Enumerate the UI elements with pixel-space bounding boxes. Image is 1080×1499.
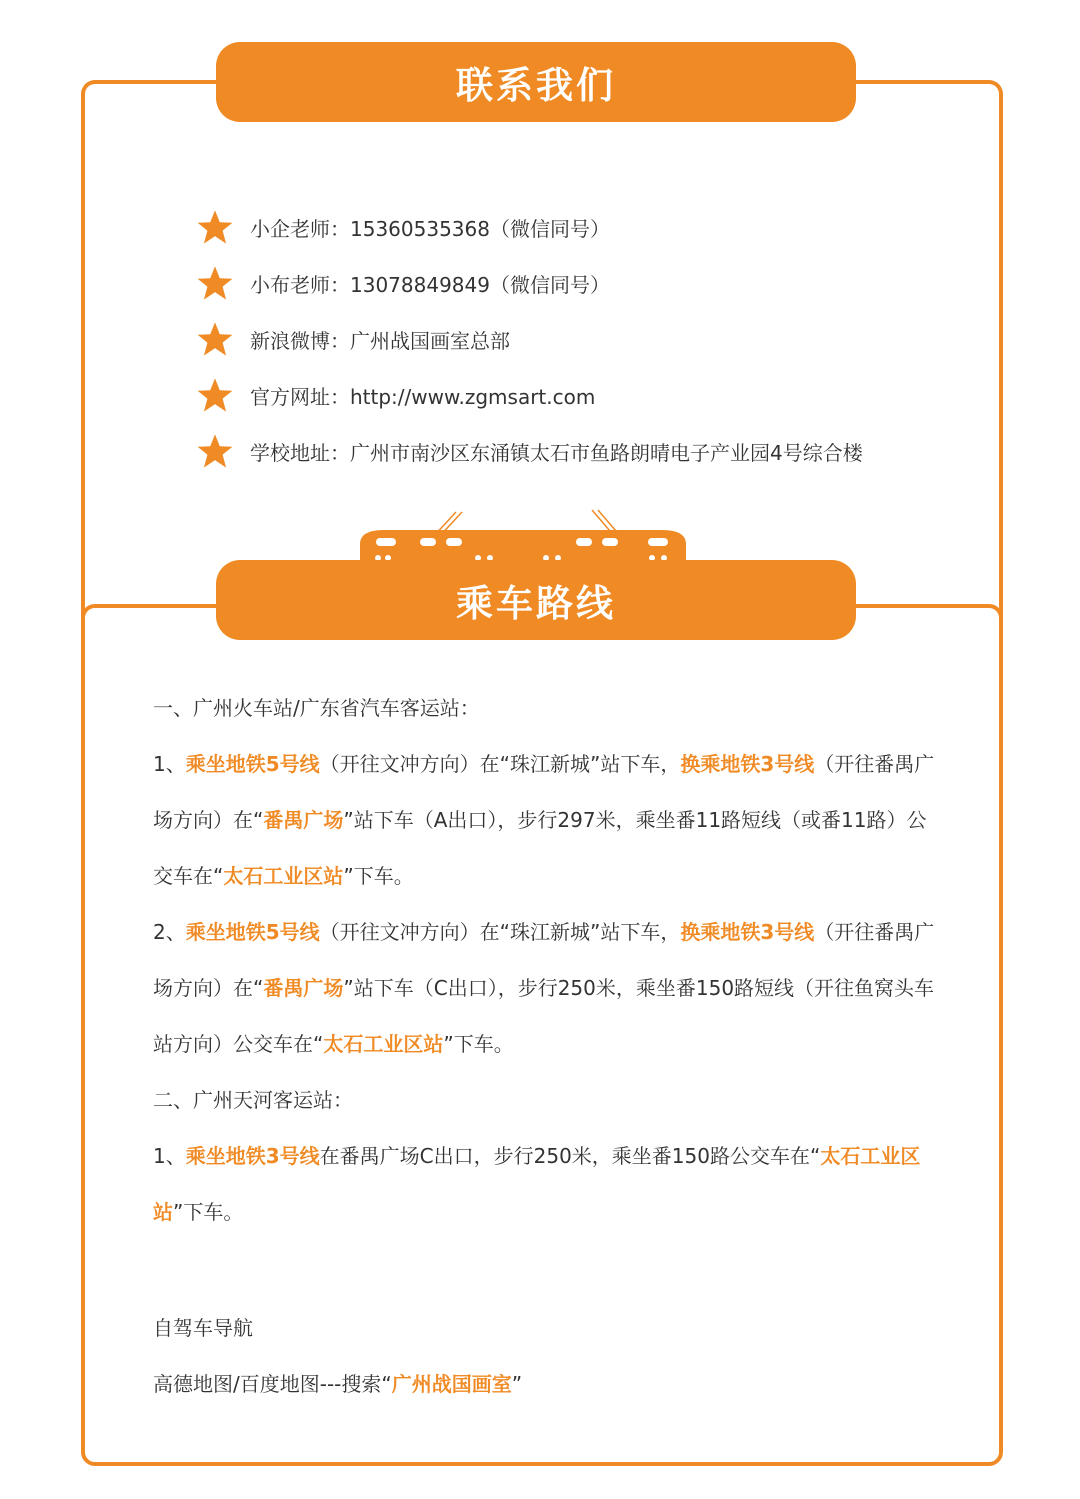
route-text-part: （开往文冲方向）在“珠江新城”站下车， bbox=[319, 752, 681, 776]
highlight-text: 换乘地铁3号线 bbox=[680, 920, 815, 944]
route-text-part: 一、广州火车站/广东省汽车客运站： bbox=[153, 696, 480, 720]
highlight-text: 太石工业区站 bbox=[223, 864, 344, 888]
contact-item bbox=[196, 432, 863, 470]
star-icon bbox=[196, 376, 234, 414]
contact-item bbox=[196, 376, 595, 414]
contact-label: 小布老师：13078849849（微信同号） bbox=[250, 272, 610, 297]
star-icon bbox=[196, 432, 234, 470]
route-text-part: 2、 bbox=[153, 920, 186, 944]
route-text-part: ”下车。 bbox=[343, 864, 414, 888]
route-paragraph bbox=[153, 680, 943, 736]
contact-title-text: 联系我们 bbox=[456, 64, 616, 107]
highlight-text: 乘坐地铁5号线 bbox=[185, 920, 320, 944]
contact-section-title bbox=[216, 42, 856, 122]
route-paragraph bbox=[153, 1128, 943, 1240]
highlight-text: 太石工业区站 bbox=[323, 1032, 444, 1056]
route-text-part: ”下车。 bbox=[443, 1032, 514, 1056]
route-paragraph bbox=[153, 904, 943, 1072]
highlight-text: 太石工业区站 bbox=[153, 1144, 921, 1224]
highlight-text: 番禺广场 bbox=[263, 976, 344, 1000]
star-icon bbox=[196, 208, 234, 246]
route-title-text: 乘车路线 bbox=[456, 582, 616, 625]
highlight-text: 广州战国画室 bbox=[391, 1372, 512, 1396]
route-text bbox=[153, 680, 943, 1240]
star-icon bbox=[196, 264, 234, 302]
contact-label: 小企老师：15360535368（微信同号） bbox=[250, 216, 610, 241]
route-text-part: （开往番禺广场方向）在“ bbox=[153, 752, 935, 832]
self-drive-title: 自驾车导航 bbox=[153, 1316, 253, 1340]
highlight-text: 乘坐地铁3号线 bbox=[185, 1144, 320, 1168]
route-section-title bbox=[216, 560, 856, 640]
star-icon bbox=[196, 320, 234, 358]
contact-item bbox=[196, 320, 510, 358]
contact-item bbox=[196, 264, 610, 302]
route-text-part: 高德地图/百度地图---搜索“ bbox=[153, 1372, 392, 1396]
route-text-part: 二、广州天河客运站： bbox=[153, 1088, 353, 1112]
route-text-part: ”下车。 bbox=[173, 1200, 244, 1224]
route-text-part: （开往番禺广场方向）在“ bbox=[153, 920, 935, 1000]
route-text-part: 1、 bbox=[153, 1144, 186, 1168]
route-text-part: ” bbox=[511, 1372, 523, 1396]
contact-label: 学校地址：广州市南沙区东涌镇太石市鱼路朗晴电子产业园4号综合楼 bbox=[250, 440, 863, 465]
route-text-part: 在番禺广场C出口，步行250米，乘坐番150路公交车在“ bbox=[319, 1144, 821, 1168]
contact-item bbox=[196, 208, 610, 246]
self-drive-line bbox=[153, 1356, 943, 1412]
highlight-text: 换乘地铁3号线 bbox=[680, 752, 815, 776]
route-paragraph bbox=[153, 1072, 943, 1128]
self-drive-block bbox=[153, 1300, 943, 1412]
train-icon bbox=[360, 508, 686, 564]
contact-label: 官方网址：http://www.zgmsart.com bbox=[250, 384, 596, 409]
route-paragraph bbox=[153, 736, 943, 904]
route-text-part: （开往文冲方向）在“珠江新城”站下车， bbox=[319, 920, 681, 944]
highlight-text: 乘坐地铁5号线 bbox=[185, 752, 320, 776]
route-text-part: ”站下车（A出口），步行297米，乘坐番11路短线（或番11路）公交车在“ bbox=[153, 808, 927, 888]
route-text-part: ”站下车（C出口），步行250米，乘坐番150路短线（开往鱼窝头车站方向）公交车在“ bbox=[153, 976, 935, 1056]
contact-label: 新浪微博：广州战国画室总部 bbox=[250, 328, 510, 353]
route-text-part: 1、 bbox=[153, 752, 186, 776]
highlight-text: 番禺广场 bbox=[263, 808, 344, 832]
